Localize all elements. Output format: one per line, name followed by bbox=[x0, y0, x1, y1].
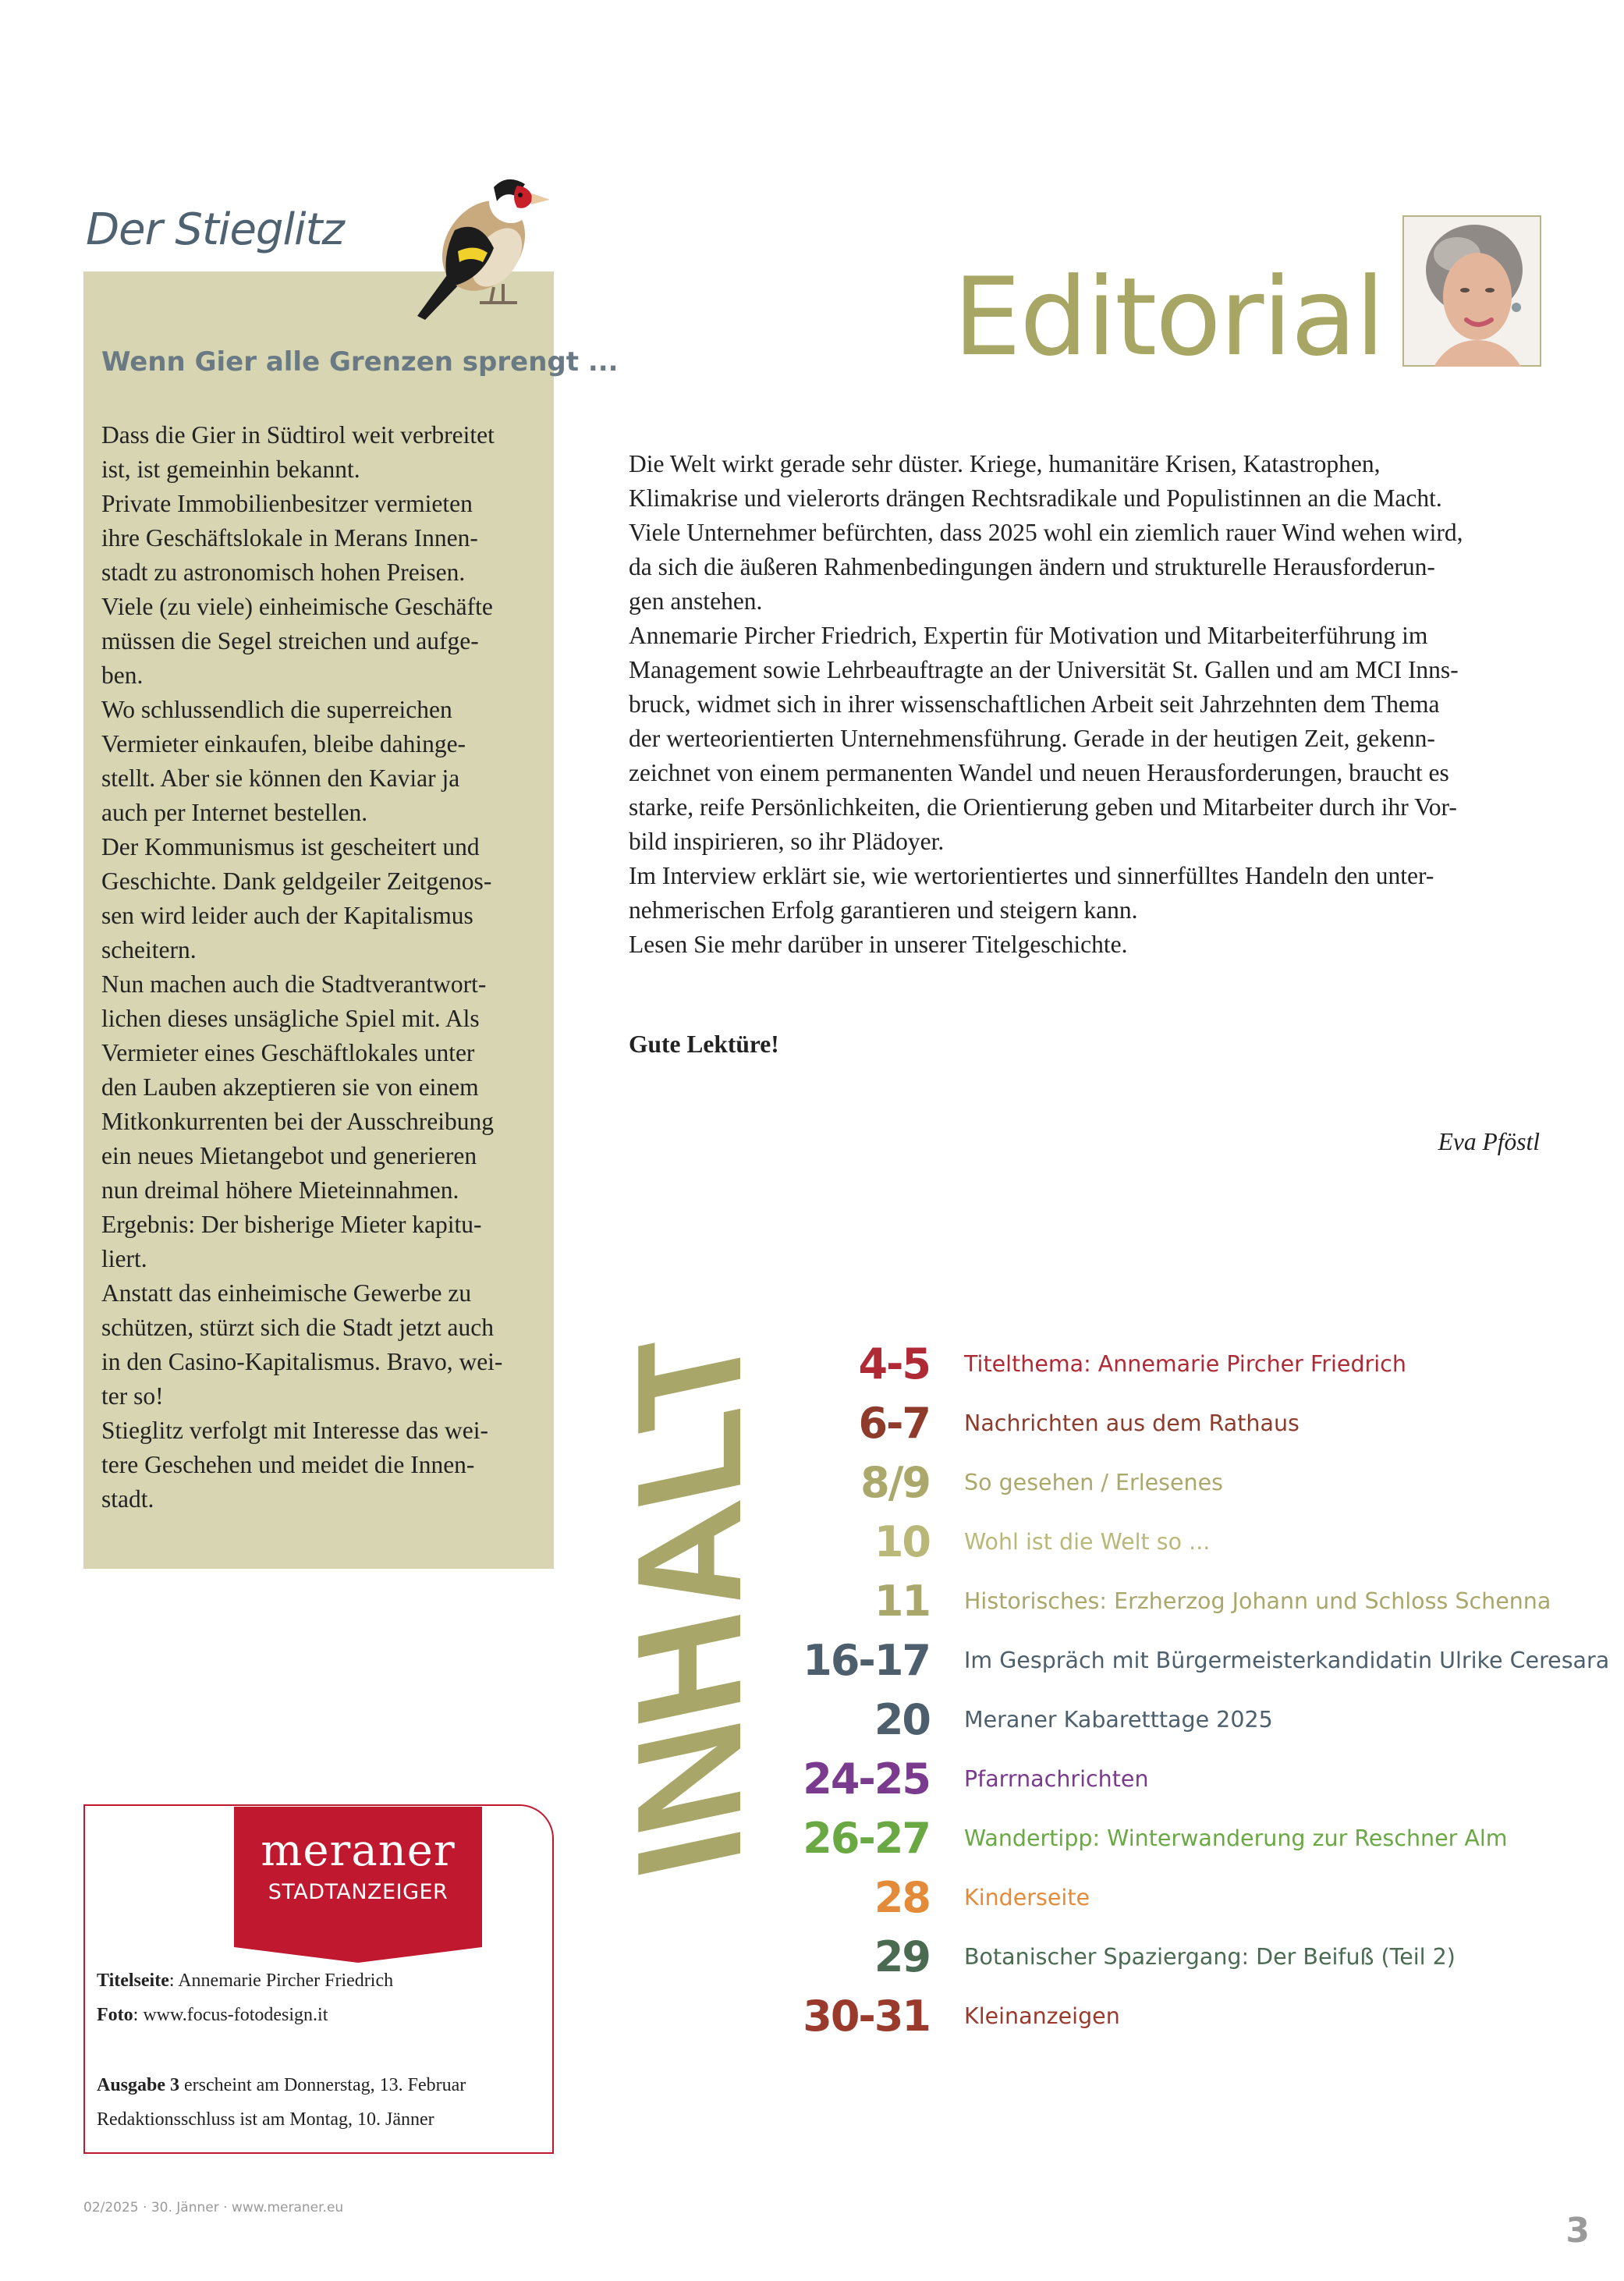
toc-pages: 29 bbox=[874, 1932, 930, 1981]
stieglitz-line: ben. bbox=[101, 662, 144, 689]
stieglitz-column-title: Der Stieglitz bbox=[86, 204, 344, 255]
editorial-line: Management sowie Lehrbeauftragte an der Universität St. Gallen und am MCI Inns- bbox=[629, 656, 1459, 683]
stieglitz-line: Viele (zu viele) einheimische Geschäfte bbox=[101, 593, 493, 620]
stieglitz-line: stellt. Aber sie können den Kaviar ja bbox=[101, 764, 460, 792]
toc-entry[interactable] bbox=[702, 1636, 1610, 1685]
toc-title: Historisches: Erzherzog Johann und Schloss Schenna bbox=[964, 1588, 1551, 1614]
toc-entry[interactable] bbox=[702, 1815, 1599, 1862]
toc-pages: 24-25 bbox=[803, 1754, 930, 1804]
stieglitz-line: lichen dieses unsägliche Spiel mit. Als bbox=[101, 1005, 480, 1032]
stieglitz-line: den Lauben akzeptieren sie von einem bbox=[101, 1073, 479, 1101]
toc-title: Wohl ist die Welt so ... bbox=[964, 1529, 1211, 1555]
editorial-body bbox=[629, 447, 1549, 962]
toc-pages: 26-27 bbox=[803, 1814, 930, 1863]
editorial-line: gen anstehen. bbox=[629, 587, 763, 615]
stieglitz-line: nun dreimal höhere Mieteinnahmen. bbox=[101, 1176, 459, 1204]
editorial-line: da sich die äußeren Rahmenbedingungen ändern und strukturelle Herausforderun- bbox=[629, 553, 1435, 580]
stieglitz-line: ter so! bbox=[101, 1382, 164, 1410]
stieglitz-line: Stieglitz verfolgt mit Interesse das wei- bbox=[101, 1417, 488, 1444]
imprint-issue-label: Ausgabe 3 bbox=[97, 2075, 180, 2095]
stieglitz-line: Vermieter einkaufen, bleibe dahinge- bbox=[101, 730, 466, 757]
toc-title: Meraner Kabaretttage 2025 bbox=[964, 1707, 1273, 1733]
editorial-line: bild inspirieren, so ihr Plädoyer. bbox=[629, 828, 945, 855]
stieglitz-line: Mitkonkurrenten bei der Ausschreibung bbox=[101, 1108, 495, 1135]
imprint-cover-label: Titelseite bbox=[97, 1971, 169, 1991]
stieglitz-line: Dass die Gier in Südtirol weit verbreitet bbox=[101, 421, 495, 449]
stieglitz-line: auch per Internet bestellen. bbox=[101, 799, 368, 826]
toc-title: So gesehen / Erlesenes bbox=[964, 1470, 1223, 1495]
stieglitz-line: Vermieter eines Geschäftlokales unter bbox=[101, 1039, 475, 1066]
stieglitz-line: Anstatt das einheimische Gewerbe zu bbox=[101, 1279, 472, 1307]
stieglitz-line: Geschichte. Dank geldgeiler Zeitgenos- bbox=[101, 867, 492, 895]
toc-pages: 16-17 bbox=[803, 1636, 930, 1685]
toc-entry[interactable] bbox=[702, 1460, 1599, 1506]
toc-entry[interactable] bbox=[702, 1341, 1599, 1388]
imprint-issue-line bbox=[97, 2075, 466, 2096]
logo-wordmark-stadtanzeiger: STADTANZEIGER bbox=[268, 1880, 449, 1904]
stieglitz-line: schützen, stürzt sich die Stadt jetzt auch bbox=[101, 1314, 494, 1341]
toc-title: Wandertipp: Winterwanderung zur Reschner Alm bbox=[964, 1825, 1508, 1851]
footer-issue-info: 02/2025 · 30. Jänner · www.meraner.eu bbox=[83, 2200, 344, 2215]
editorial-line: zeichnet von einem permanenten Wandel und neuen Herausforderungen, braucht es bbox=[629, 759, 1449, 786]
stieglitz-line: Der Kommunismus ist gescheitert und bbox=[101, 833, 480, 860]
editorial-line: starke, reife Persönlichkeiten, die Orientierung geben und Mitarbeiter durch ihr Vor- bbox=[629, 793, 1457, 821]
stieglitz-line: ist, ist gemeinhin bekannt. bbox=[101, 456, 360, 483]
editorial-title: Editorial bbox=[953, 254, 1384, 380]
toc-title: Nachrichten aus dem Rathaus bbox=[964, 1410, 1300, 1436]
editorial-line: Viele Unternehmer befürchten, dass 2025 wohl ein ziemlich rauer Wind wehen wird, bbox=[629, 519, 1463, 546]
toc-heading: INHALT bbox=[607, 1314, 772, 1892]
stieglitz-line: tere Geschehen und meidet die Innen- bbox=[101, 1451, 475, 1478]
page-number: 3 bbox=[1565, 2211, 1590, 2251]
imprint-photo-value: : www.focus-fotodesign.it bbox=[133, 2005, 328, 2025]
toc-pages: 11 bbox=[874, 1577, 930, 1626]
stieglitz-line: stadt zu astronomisch hohen Preisen. bbox=[101, 559, 466, 586]
toc-entry[interactable] bbox=[702, 1578, 1599, 1625]
toc-entry[interactable] bbox=[702, 1934, 1599, 1981]
editorial-line: Klimakrise und vielerorts drängen Rechtsradikale und Populistinnen an die Macht. bbox=[629, 484, 1442, 512]
toc-entry[interactable] bbox=[702, 1519, 1599, 1566]
toc-pages: 4-5 bbox=[858, 1339, 930, 1389]
stieglitz-line: scheitern. bbox=[101, 936, 197, 963]
imprint-photo-line bbox=[97, 2005, 328, 2026]
editorial-signature: Eva Pföstl bbox=[1438, 1128, 1540, 1155]
goldfinch-icon bbox=[394, 156, 554, 328]
author-portrait bbox=[1402, 215, 1541, 367]
toc-pages: 20 bbox=[874, 1695, 930, 1744]
stieglitz-line: in den Casino-Kapitalismus. Bravo, wei- bbox=[101, 1348, 503, 1375]
toc-entry[interactable] bbox=[702, 1400, 1599, 1447]
stieglitz-line: müssen die Segel streichen und aufge- bbox=[101, 627, 479, 655]
stieglitz-body bbox=[101, 418, 550, 1517]
toc-entry[interactable] bbox=[702, 1993, 1599, 2040]
editorial-line: bruck, widmet sich in ihrer wissenschaftlichen Arbeit seit Jahrzehnten dem Thema bbox=[629, 690, 1440, 718]
imprint-cover-line bbox=[97, 1971, 393, 1992]
toc-title: Kleinanzeigen bbox=[964, 2003, 1120, 2029]
editorial-line: der werteorientierten Unternehmensführung. Gerade in der heutigen Zeit, gekenn- bbox=[629, 725, 1435, 752]
stieglitz-line: ihre Geschäftslokale in Merans Innen- bbox=[101, 524, 478, 552]
stieglitz-line: Nun machen auch die Stadtverantwort- bbox=[101, 970, 487, 998]
logo-wordmark-meraner: meraner bbox=[261, 1825, 456, 1876]
stieglitz-line: ein neues Mietangebot und generieren bbox=[101, 1142, 477, 1169]
editorial-line: Annemarie Pircher Friedrich, Expertin für Motivation und Mitarbeiterführung im bbox=[629, 622, 1428, 649]
imprint-deadline: Redaktionsschluss ist am Montag, 10. Jänner bbox=[97, 2109, 434, 2130]
stieglitz-line: stadt. bbox=[101, 1485, 154, 1513]
toc-title: Botanischer Spaziergang: Der Beifuß (Teil 2) bbox=[964, 1944, 1456, 1970]
stieglitz-line: liert. bbox=[101, 1245, 147, 1272]
toc-title: Pfarrnachrichten bbox=[964, 1766, 1149, 1792]
toc-pages: 8/9 bbox=[860, 1458, 930, 1507]
stieglitz-line: Wo schlussendlich die superreichen bbox=[101, 696, 452, 723]
stieglitz-headline: Wenn Gier alle Grenzen sprengt ... bbox=[101, 346, 619, 378]
editorial-line: Die Welt wirkt gerade sehr düster. Kriege, humanitäre Krisen, Katastrophen, bbox=[629, 450, 1381, 477]
toc-pages: 30-31 bbox=[803, 1992, 930, 2041]
editorial-greeting: Gute Lektüre! bbox=[629, 1031, 779, 1058]
toc-entry[interactable] bbox=[702, 1697, 1599, 1744]
stieglitz-line: Private Immobilienbesitzer vermieten bbox=[101, 490, 473, 517]
toc-entry[interactable] bbox=[702, 1875, 1599, 1921]
toc-title: Kinderseite bbox=[964, 1885, 1090, 1910]
toc-pages: 10 bbox=[874, 1517, 930, 1566]
editorial-line: Lesen Sie mehr darüber in unserer Titelgeschichte. bbox=[629, 931, 1128, 958]
stieglitz-line: sen wird leider auch der Kapitalismus bbox=[101, 902, 473, 929]
toc-title: Titelthema: Annemarie Pircher Friedrich bbox=[964, 1351, 1406, 1377]
imprint-issue-value: erscheint am Donnerstag, 13. Februar bbox=[179, 2075, 466, 2095]
toc-entry[interactable] bbox=[702, 1756, 1599, 1803]
editorial-line: Im Interview erklärt sie, wie wertorientiertes und sinnerfülltes Handeln den unter- bbox=[629, 862, 1434, 889]
imprint-photo-label: Foto bbox=[97, 2005, 133, 2025]
toc-pages: 28 bbox=[874, 1873, 930, 1922]
toc-pages: 6-7 bbox=[858, 1399, 930, 1448]
stieglitz-line: Ergebnis: Der bisherige Mieter kapitu- bbox=[101, 1211, 482, 1238]
toc-title: Im Gespräch mit Bürgermeisterkandidatin Ulrike Ceresara bbox=[964, 1648, 1610, 1673]
imprint-cover-value: : Annemarie Pircher Friedrich bbox=[168, 1971, 394, 1991]
editorial-line: nehmerischen Erfolg garantieren und steigern kann. bbox=[629, 896, 1138, 924]
